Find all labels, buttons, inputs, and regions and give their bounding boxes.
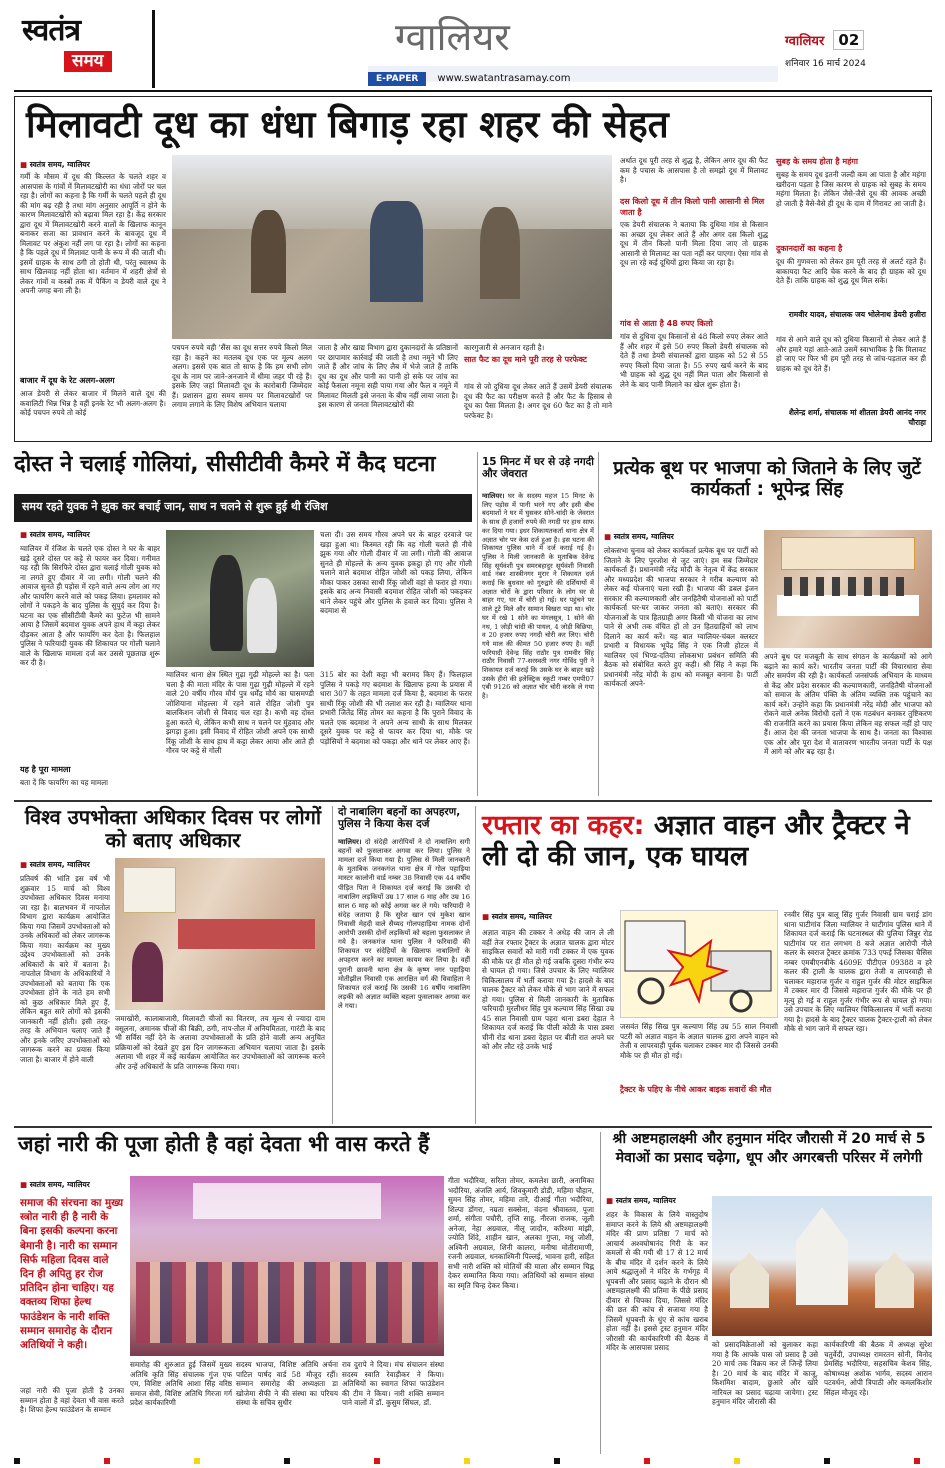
brief1-text: घर के सदस्य महज 15 मिनट के लिए पड़ोस में पानी भरने गए और इसी बीच बदमाशों ने घर में घुसकर सोने-चांदी के जेवरात के साथ ही हजारों रुपये की नगदी पर हाथ साफ कर दिया गया। इधर शिकायतकर्ता थाना क्षेत्र में अज्ञात चोर पर केस दर्ज हुआ है। इस घटना की शिकायत पुलिस थाने में दर्ज कराई गई है। पुलिस ने मिली जानकारी के मुताबिक देवेन्द्र सिंह सूर्यवंशी पुत्र समरबहादुर सूर्यवंशी निवासी वार्ड नंबर शास्त्रीनगर मुरार ने शिकायत दर्ज कराई कि बुधवार को गुरुद्वारे की दर्शियायों में अज्ञात चोरों के द्वारा परिवार के लोग घर से बाहर गए, घर में चोरी हो गई। घर पहुंचने पर ताले टूटे मिले और सामान बिखरा पड़ा था। चोर घर में रखे 1 सोने का मंगलसूत्र, 1 सोने की नथ, 1 जोड़ी चांदी की पायल, 4 जोड़ी बिछिया, व 20 हजार रुपए नगदी चोरी कर लिए। चोरी गये माल की कीमत 50 हजार रुपए है। वहीं फरियादी देवेन्द्र सिंह राठौर पुत्र रामवीर सिंह राठौर निवासी 77-सरस्वती नगर गोविंद पुरी ने शिकायत दर्ज कराई कि उसके घर के बाहर खड़े उसके हीरो की इलेक्ट्रिक स्कूटी नम्बर एमपी07 एबी 9126 को अज्ञात चोर चोरी करके ले गया है। (482, 492, 594, 701)
epaper-label: E-PAPER (368, 72, 426, 86)
page-date: शनिवार 16 मार्च 2024 (785, 58, 866, 69)
brief1-headline: 15 मिनट में घर से उड़े नगदी और जेवरात (482, 456, 594, 481)
page-city: ग्वालियर (785, 34, 825, 49)
story7-headline: श्री अष्टमहालक्ष्मी और हनुमान मंदिर जौरासी में 20 मार्च से 5 मेवाओं का प्रसाद चढ़ेगा, धूप और अगरबत्ती परिसर में लगेगी (612, 1131, 926, 1166)
brief2-headline: दो नाबालिग बहनों का अपहरण, पुलिस ने किया केस दर्ज (338, 806, 461, 831)
lead-byline: ■ स्वतंत्र समय, ग्वालियर (20, 160, 90, 170)
lead-col3: जाता है और खाद्य विभाग द्वारा दुकानदारों के प्रतिष्ठानों पर छापामार कार्रवाई की जाती है तथा नमूने भी लिए जाते हैं और जांच के लिए लैब में भेजे जाते हैं ताकि दूध का दूध और पानी का पानी हो सके पर जांच का कोई फैसला नमूना सही पाया गया और फैल व नमूने में मिलावट मिलती इसे जनता के बीच नहीं लाया जाता है। इस कारण से जनता मिलावटखोरों की (318, 343, 458, 409)
lead-col4: कारगुजारी से अनजान रहती है। (464, 343, 545, 352)
lead-col2: पचपन रुपये वही 'सैंस का दूध सत्तर रुपये किलो मिल रहा है। कहने का मतलब दूध एक पर मूल्य अलग अलग। इससे एक बात तो साफ है कि हम सभी लोग दूध के नाम पर जाने-अनजाने में धीमा जहर पी रहे हैं। इसके लिए जहां मिलावटी दूध के कारोबारी जिम्मेदार हैं। प्रशासन द्वारा समय समय पर मिलावटखोरों पर लगाम लगाने के लिए विशेष अभियान चलाया (172, 343, 312, 409)
story3-col2: अपने बूथ पर मजबूती के साथ संगठन के कार्यक्रमों को आगे बढ़ाने का कार्य करें। भारतीय जनता पार्टी की विचारधारा सेवा और समर्पण की रही है। कार्यकर्ता जनसंपर्क अभियान के माध्यम से केंद्र और प्रदेश सरकार की कल्याणकारी, जनहितैषी योजनाओं को समाज के अंतिम पंक्ति के अंतिम व्यक्ति तक पहुंचाने का कार्य करें। उन्होंने कहा कि प्रधानमंत्री नरेंद्र मोदी और भाजपा को रोकने वाले अनेक विरोधी दलों ने एक गठबंधन बनाकर तुष्टिकरण की राजनीति करने का प्रयास किया लेकिन वह सफल नहीं हो पाए हैं। आज देश की जनता भाजपा के साथ है। जनता का विश्वास एक ओर और पूरा देश में वातावरण भारतीय जनता पार्टी के पक्ष में आगे को और बढ़ रहा है। (764, 652, 932, 756)
logo-top-text: स्वतंत्र (22, 13, 81, 48)
story2-col1b: बता दें कि फायरिंग का यह मामला (20, 778, 108, 787)
story4-headline: विश्व उपभोक्ता अधिकार दिवस पर लोगों को बताए अधिकार (24, 805, 322, 852)
story6-col5: गीता भदौरिया, सरिता तोमर, कमलेश छारी, अनामिका भदौरिया, अंजलि आर्य, शिवकुमारी डोडी, महिमा चौहान, सुमन सिंह तोमर, महिमा तारे, दीआई गीता भदौरिया, शिल्पा डोंगरा, नम्रता सक्सेना, वंदना श्रीवास्तव, पूजा शर्मा, संगीता पचौरी, तृप्ति साहू, नीरजा राजक, जूली अनेजा, नेहा अग्रवाल, नीलू जादौन, करिश्मा मांझी, ज्योति शिंदे, शाहीन खान, अलका गुप्ता, मधु जोशी, अश्विनी अग्रवाल, शिनी कालरा, मनीषा मोतीरामाणी, रजनी अग्रवाल, धनकाश्मिनी पिल्लई, भावना हारी, सहित सभी नारी शक्ति को मोतियों की माला और सम्मान चिह्न देकर सम्मानित किया गया। अतिथियों को सम्मान संस्था का स्मृति चिन्ह देकर किया। (448, 1176, 594, 1290)
story2-sub1: यह है पूरा मामला (20, 765, 71, 774)
lead-sub1: बाजार में दूध के रेट अलग-अलग (20, 376, 115, 385)
story2-col3a: चला दी। उस समय गौरव अपने घर के बाहर दरवाजे पर खड़ा हुआ था। किस्मत रही कि वह गोली चलते ही नीचे झुक गया और गोली दीवार में जा लगी। गोली की आवाज सुनते ही मोहल्ले के अन्य युवक इकट्ठा हो गए और गोली चलाने वाले बदमाश रोहित जोशी को पकड़ लिया, लेकिन मौका पाकर उसका साथी रिंकू जोशी वहां से फरार हो गया। इसके बाद अन्य निवासी बदमाश रोहित जोशी को पकड़कर थाने लेकर पहुंचे और पुलिस के हवाले कर दिया। पुलिस ने बदमाश से (320, 530, 472, 615)
lead-sub4: गांव से आता है 48 रुपए किलो (620, 319, 713, 328)
lead-col4b: गांव से जो दुधिया दूध लेकर आते हैं उसमें डेयरी संचालक दूध की फैट का परीक्षण करते हैं और फैट के हिसाब से दूध का पैसा मिलता है। अगर दूध 60 फैट का है तो माने परफेक्ट है। (464, 382, 612, 420)
story4-photo (115, 858, 325, 1010)
story3-byline: ■ स्वतंत्र समय, ग्वालियर (604, 532, 674, 542)
lead-col5c: गांव से दुधिया दूध किसानों से 48 किलो रुपए लेकर आते हैं और शहर में इसे 50 रुपए किलो डेयरी संचालक को देते हैं तथा डेयरी संचालकों द्वारा ग्राहक को 52 से 55 रुपए किलो दिया जाता है। 55 रुपए खर्च करने के बाद भी ग्राहक को शुद्ध दूध नहीं मिल पाता और किसानों से लेने के बाद पानी मिलाने का खेल शुरू होता है। (620, 332, 768, 389)
story6-col3: सदस्य भाजपा, विशिष्ट अतिथि अर्चना पाटिल पार्षद वार्ड 58 मौजूद रहीं। सम्मान समारोह की अध्यक्षता डा खोजेमा सैफी ने की संस्था का परिचय संस्था के सचिव सुधीर (236, 1360, 338, 1407)
brief2-byline: ग्वालियर। (338, 838, 362, 846)
lead-sub5: सुबह के समय होता है महंगा (776, 157, 858, 166)
lead-col6b: दूध की गुणवत्ता को लेकर हम पूरी तरह से अलर्ट रहते हैं। बाकायदा फैट आदि चेक करने के बाद ही ग्राहक को दूध देते हैं। ताकि ग्राहक को शुद्ध दूध मिल सके। (776, 257, 926, 285)
accident-illustration-svg (621, 911, 779, 1019)
page-info (785, 30, 930, 80)
story5-col1: अज्ञात वाहन की टक्कर ने अधेड़ की जान ले ली वहीं तेज रफ्तार ट्रैक्टर के अज्ञात चालक द्वारा मोटर साइकिल सवारों को मारी गयी टक्कर में एक युवक की मौके पर ही मौत हो गई जबकि दूसरा गंभीर रूप से घायल हो गया। जिसे उपचार के लिए ग्वालियर चिकित्सालय में भर्ती कराया गया है। हादसे के बाद चालक ट्रैक्टर को लेकर मौके से भाग जाने में सफल हो गया। पुलिस से मिली जानकारी के मुताबिक फरियादी मुरलीधर सिंह पुत्र कल्याण सिंह सिखा उम्र 45 साल निवासी ग्राम पहरा थाना डबरा देहात ने शिकायत दर्ज कराई कि पीली कोठी के पास डबरा चीनी रोड थाना डबरा देहात पर बीती रात अपने घर को और लौट रहे उनके भाई (482, 928, 614, 1051)
site-url[interactable]: www.swatantrasamay.com (437, 73, 571, 84)
lead-quote1: रामवीर यादव, संचालक जय भोलेनाथ डेयरी हजीरा (788, 310, 926, 319)
story5-col3: रनवीर सिंह पुत्र बालू सिंह गुर्जर निवासी ग्राम चराई डांग थाना घाटीगांव जिला ग्वालियर ने घाटीगांव पुलिस थाने में शिकायत दर्ज कराई कि घटनास्थल की पुलिया जिन्नुर रोड घाटीगांव पर रात लगभग 8 बजे अज्ञात आरोपी नीले कलर के स्वराज ट्रैक्टर क्रमांक 733 एफई जिसका चैसिस नम्बर एमबीएनबीके 4609E पीटीएल 09388 व हरे कलर की ट्राली के चालक द्वारा तेजी व लापरवाही से चलाकर महाराज गुर्जर व राहुल गुर्जर की मोटर साइकिल में टक्कर मार दी जिससे महाराज गुर्जर की मौके पर ही मृत्यु हो गई व राहुल गुर्जर गंभीर रूप से घायल हो गया। उसे उपचार के लिए ग्वालियर चिकित्सालय में भर्ती कराया गया है। हादसे के बाद ट्रैक्टर चालक ट्रैक्टर-ट्राली को लेकर मौके से भाग जाने में सफल रहा। (784, 910, 932, 1033)
story2-col2: ग्वालियर थाना क्षेत्र स्थित गुढ़ा गुढ़ी मोहल्ले का है। पता चला है की माता मंदिर के पास गुढ़ा गुढ़ी मोहल्ले में रहने वाले 20 वर्षीय गौरव मौर्य पुत्र धर्मेंद्र मौर्य का घासमण्डी जोशियाना मोहल्ला में रहने वाले रोहित जोशी पुत्र बालकिशन जोशी से विवाद चल रहा है। कभी वह दोस्त हुआ करते थे, लेकिन कभी साथ न चलने पर मुंहवाद और झगड़ा हुआ। इसी विवाद में रोहित जोशी अपने एक साथी रिंकू जोशी के साथ हाथ में कट्टा लेकर आया और आते ही गौरव पर कट्टे से गोली (166, 670, 314, 755)
story3-meeting-photo (764, 530, 932, 648)
story4-col1: प्रतिवर्ष की भांति इस वर्ष भी शुक्रवार 15 मार्च को विश्व उपभोक्ता अधिकार दिवस मनाया जा रहा है। बालभवन में नापतोल विभाग द्वारा कार्यक्रम आयोजित किया गया जिसमें उपभोक्ताओं को उनके अधिकारों को लेकर जागरूक किया गया। कार्यक्रम का मुख्य उद्देश्य उपभोक्ताओं को उनके अधिकारों के बारे में बताना है। नापतोल विभाग के अधिकारियों ने उपभोक्ताओं को बताया कि एक उपभोक्ता होने के नाते हम सभी को कुछ अधिकार मिले हुए हैं, लेकिन बहुत सारे लोगों को इसकी जानकारी नहीं होती। इसी तरह-तरह के अभियान चलाए जाते हैं और इनके जरिए उपभोक्ताओं को जागरूक करने का प्रयास किया जाता है। बाजार में होने वाली (20, 874, 110, 1064)
story6-headline: जहां नारी की पूजा होती है वहां देवता भी वास करते हैं (18, 1132, 430, 1156)
story7-byline: ■ स्वतंत्र समय, ग्वालियर (606, 1196, 676, 1206)
story2-col1: ग्वालियर में रंजिश के चलते एक दोस्त ने घर के बाहर खड़े दूसरे दोस्त पर कट्टे से फायर कर दिया। गनीमत यह रही कि सिरफिरे दोस्त द्वारा चलाई गोली युवक को ना लगते हुए दीवार में जा लगी। गोली चलने की आवाज सुनते ही पड़ोस में रहने वाले अन्य लोग आ गए और फायरिंग करने वाले को पकड़ लिया। हमलावर को लोगों ने पकड़ने के बाद पुलिस के सुपुर्द कर दिया है। घटना का एक सीसीटीवी कैमरे का फुटेज भी सामने आया है जिसमें बदमाश युवक अपने हाथ में कट्टा लेकर दौड़कर आता है और फायरिंग कर देता है। फिलहाल पुलिस ने फरियादी युवक की शिकायत पर गोली चलाने वाले के खिलाफ मामला दर्ज कर उससे पूछताछ शुरू कर दी है। (20, 544, 160, 667)
brief2-body (338, 838, 470, 1122)
story6-col4: राव दुरापे ने दिया। मंच संचालन संस्था सदस्य स्वाति रेवाड़ीकर ने किया। अतिथियों का स्वागत शिफा फाउंडेशन की टीम ने किया। नारी शक्ति सम्मान पाने वालों में डॉ. कुसुम सिंघल, डॉ. (342, 1360, 444, 1407)
brief1-rule-right (598, 452, 599, 796)
story2-deck: समय रहते युवक ने झुक कर बचाई जान, साथ न चलने से शुरू हुई थी रंजिश (22, 500, 328, 513)
brief2-rule (475, 806, 476, 1124)
row2-rule (14, 800, 932, 802)
story5-sub1: ट्रैक्टर के पहिए के नीचे आकर बाइक सवारों की मौत (620, 1085, 772, 1094)
story3-headline: प्रत्येक बूथ पर भाजपा को जिताने के लिए जुटें कार्यकर्ता : भूपेन्द्र सिंह (613, 458, 921, 501)
story5-headline-red: रफ्तार का कहर: (482, 810, 645, 841)
story4-col2: जमाखोरी, कालाबाजारी, मिलावटी चीजों का वितरण, तय मूल्य से ज्यादा दाम वसूलना, अमानक चीजों की बिक्री, ठगी, नाप-तौल में अनियमितता, गारंटी के बाद भी सर्विस नहीं देने के अलावा उपभोक्ताओं के प्रति होने वाली अन्य अनुचित प्रक्रियाओं को देखते हुए इस दिन जागरूकता अभियान चलाया जाता है। इसके अलावा भी शहर में कई कार्यक्रम आयोजित कर उपभोक्ताओं को जागरूक करने और उन्हें अधिकारों के प्रति जागरूक किया गया। (115, 1014, 325, 1071)
story4-byline: ■ स्वतंत्र समय, ग्वालियर (20, 860, 90, 870)
edition-title: ग्वालियर (395, 15, 510, 59)
story7-col2: को प्रसादविक्रेताओं को बुलाकर कहा गया है कि आपके पास जो प्रसाद है उसे 20 मार्च तक विक्रय कर लें जिन्हें लिया है। 20 मार्च के बाद मंदिर में काजू, किशमिश बादाम, छुआरे और खोरे नारियल का प्रसाद चढ़ाया जायेगा। ट्रस्ट हनुमान मंदिर जौरासी की (712, 1340, 818, 1406)
story2-col3b: 315 बोर का देशी कट्टा भी बरामद किए हैं। फिलहाल पुलिस ने पकड़े गए बदमाश के खिलाफ हत्या के प्रयास में धारा 307 के तहत मामला दर्ज किया है, बदमाश के फरार साथी रिंकू जोशी की भी तलाश कर रही है। ग्वालियर थाना प्रभारी जितेंद्र सिंह तोमर का कहना है कि पुराने विवाद के चलते एक बदमाश ने अपने अन्य साथी के साथ मिलकर दूसरे युवक पर कट्टे से फायर कर दिया था, मौके पर पड़ोसियों ने बदमाश को पकड़ा और थाने पर लेकर आए हैं। (320, 670, 472, 746)
lead-col1b: आज डेयरी से लेकर बाजार में मिलने वाले दूध की कवालिटी भिन्न भिन्न है वहीं इनके रेट भी अलग-अलग है। कोई पचपन रुपये तो कोई (20, 389, 166, 417)
lead-col5b: एक डेयरी संचालक ने बताया कि दुधिया गांव से किसान का अच्छा दूध लेकर आते हैं और अगर दस किलो शुद्ध दूध में तीन किलो पानी मिला दिया जाए तो ग्राहक आसानी से मिलावट का पता नहीं कर पाएगा। ऐसा गांव से दूध ला रहे कई दूधियों द्वारा किया जा रहा है। (620, 220, 768, 267)
masthead-rule (14, 90, 932, 92)
epaper-bar[interactable] (368, 66, 778, 82)
story6-col1: जहां नारी की पूजा होती है उनका सम्मान होता है वहां देवता भी वास करते है। शिफा हेल्थ फाउंडेशन के सम्मान (20, 1386, 124, 1414)
story2-headline: दोस्त ने चलाई गोलियां, सीसीटीवी कैमरे में कैद घटना (14, 452, 436, 477)
brief1-body (482, 492, 594, 794)
page-number: 02 (833, 30, 864, 50)
story3-col1: लोकसभा चुनाव को लेकर कार्यकर्ता प्रत्येक बूथ पर पार्टी को जिताने के लिए पुरजोश से जुट जाएं। हम सब जिम्मेदार कार्यकर्ता हैं। प्रधानमंत्री नरेंद्र मोदी के नेतृत्व में केंद्र सरकार और मध्यप्रदेश की भाजपा सरकार ने गरीब कल्याण को लेकर कई योजनाएं चला रखी हैं। भाजपा की डबल इंजन सरकार की कल्याणकारी और जनहितैषी योजनाओं को पार्टी कार्यकर्ता घर-घर जाकर जनता को बताएं। सरकार की योजनाओं के पात्र हितग्राही अगर किसी भी योजना का लाभ पाने से अभी तक वंचित हों तो उन हितग्राहियों को लाभ दिलाने का कार्य करें। यह बात ग्वालियर-चंबल क्लस्टर प्रभारी व विधायक भूपेंद्र सिंह ने एक निजी होटल में ग्वालियर एवं भिण्ड-दतिया लोकसभा प्रबंधन समिति की बैठक को संबोधित करते हुए कही। श्री सिंह ने कहा कि प्रधानमंत्री नरेंद्र मोदी के हाथ को मजबूत बनाना है। पार्टी कार्यकर्ता अपने- (604, 546, 758, 688)
lead-col6: सुबह के समय दूध इतनी जल्दी कम आ पाता है और महंगा खरीदना पड़ता है जिस कारण से ग्राहक को सुबह के समय महंगा मिलता है। लेकिन जैसे-जैसे दूध की आवक अच्छी हो जाती है वैसे-वैसे ही दूध के दाम में गिरावट आ जाती है। (776, 170, 926, 208)
story6-rule (600, 1132, 601, 1454)
brief1-rule (477, 452, 478, 796)
story5-headline-black: अज्ञात वाहन और ट्रैक्टर ने ली दो की जान, एक घायल (482, 810, 910, 873)
brief1-byline: ग्वालियर। (482, 492, 505, 500)
story5-headline (482, 810, 932, 872)
story5-col2: जसवंत सिंह सिख पुत्र कल्याण सिंह उम्र 55 साल निवासी पटरी को अज्ञात वाहन के अज्ञात चालक द्वारा अपने वाहन को तेजी व लापरवाही पूर्वक चलाकर टक्कर मार दी जिससे उनकी मौके पर ही मौत हो गई। (620, 1022, 778, 1060)
lead-col6c: गांव से आने वाले दूध को दुधिया किसानों से लेकर आते हैं और हमारे यहां आते-आते उसमें स्वाभाविक है कि मिलावट हो जाए पर फिर भी हम पूरी तरह से जांच-पड़ताल कर ही ग्राहक को दूध देते हैं। (776, 335, 926, 373)
story2-cctv-photo (166, 530, 314, 667)
story7-col1: शहर के विकास के लिये वास्तुदोष समाप्त करने के लिये श्री अष्टमहालक्ष्मी मंदिर की प्राण प्रतिष्ठा 7 मार्च को आचार्य अश्वघोषानंद गिरी के कर कमलों से की गयी थी 17 से 12 मार्च के बीच मंदिर में दर्शन करने के लिये आये श्रद्धालुओं ने मंदिर के गर्भगृह में धूपबत्ती और प्रसाद चढ़ाने के दौरान श्री अष्टमहालक्ष्मी की प्रतिमा के पीछे प्रसाद दीवार से चिपका दिया, जिससे मंदिर की छत की कांच से सजाया गया है जिसमें धूपबत्ती के धुंए से कांच खराब होता नहीं है। इससे ट्रस्ट हनुमान मंदिर जौरासी की कार्यकारिणी की बैठक में मंदिर के आसपास प्रसाद (606, 1210, 708, 1352)
lead-photo (172, 155, 612, 339)
story7-col3: कार्यकारिणी की बैठक में अध्यक्ष सुरेश चतुर्वेदी, उपाध्यक्ष रामरतन सोनी, विनोद प्रेमसिंह भदौरिया, सहसचिव केशव सिंह, कोषाध्यक्ष अशोक भार्गव, सदस्य आरान पटवर्धन, ओपी त्रिपाठी और कमलकिशोर सिंहल मौजूद रहे। (824, 1340, 932, 1397)
story2-deck-bar (14, 494, 472, 522)
masthead-divider (152, 10, 155, 88)
lead-sub3: दस किलो दूध में तीन किलो पानी आसानी से मिल जाता है (620, 197, 765, 217)
lead-sub6: दुकानदारों का कहना है (776, 244, 843, 253)
story6-col2: समारोह की शुरुआत हुई जिसमें मुख्य अतिथि कृति सिंह संचालक गुंज एफ एम, विशिष्ट अतिथि आशा सिंह वरिष्ठ समाज सेवी, विशिष्ट अतिथि गिरजा गर्ग प्रदेश कार्यकारिणी (130, 1360, 232, 1407)
lead-sub2: सात फैट का दूध माने पूरी तरह से परफेक्ट (464, 355, 587, 364)
story7-temple-photo (712, 1196, 932, 1336)
story6-byline: ■ स्वतंत्र समय, ग्वालियर (20, 1180, 90, 1190)
story6-photo (130, 1176, 444, 1356)
brief2-text: दो संदेही आरोपियों ने दो नाबालिग सगी बहनों को फुसलाकर अगवा कर लिया। पुलिस ने मामला दर्ज किया गया है। पुलिस से मिली जानकारी के मुताबिक जनकगंज थाना क्षेत्र में गोल पहाड़िया मास्टर कालोनी वार्ड नम्बर 38 निवासी एक 44 वर्षीय पीड़ित पिता ने शिकायत दर्ज कराई कि उसकी दो नाबालिग लड़कियों उम्र 17 साल 6 माह और उम्र 16 साल 6 माह को कोई अगवा कर ले गये। फरियादी ने संदेह जताया है कि सुरेश खान एवं मुकेश खान निवासी मेहदी वाले सैय्यद गोलपहाड़िया नामक दोनों आरोपी उसकी दोनों लड़कियों को बहला फुसलाकर ले गये है। जनकगंज थाना पुलिस ने फरियादी की शिकायत पर संदेहियों के खिलाफ नाबालिगों के अपहरण करने का मामला कायम कर लिया है। वहीं पुरानी छावनी थाना क्षेत्र के कृष्ण नगर पहाड़िया मोतीझील निवासी एक आरक्षित वर्ग की विवाहिता ने शिकायत दर्ज कराई कि उसकी 16 वर्षीय नाबालिग लड़की को अज्ञात व्यक्ति बहला फुसलाकर अगवा कर ले गया। (338, 838, 470, 1010)
masthead-logo[interactable] (22, 14, 132, 80)
lead-quote2: शैलेन्द्र शर्मा, संचालक मां शीतला डेयरी आनंद नगर चौराहा (788, 408, 926, 427)
logo-bottom-text: समय (64, 51, 112, 73)
story2-byline: ■ स्वतंत्र समय, ग्वालियर (20, 530, 90, 540)
lead-col1: गर्मी के मौसम में दूध की किल्लत के चलते शहर व आसपास के गांवों में मिलावटखोरी का धंधा जोरों पर चल रहा है। लोगों का कहना है कि गर्मी के चलते पहले ही दूध की मांग बढ़ रही है तथा मांग अनुसार आपूर्ति न होने के कारण मिलावटखोरी को बढ़ावा मिल रहा है। केंद्र सरकार द्वारा दूध में मिलावटखोरी करने वालों के खिलाफ कानून बनाकर सजा का प्रावधान करने के बावजूद दूध में मिलावट पर अंकुश नहीं लग पा रहा है। लोगों का कहना है कि पहले दूध में मिलावट पानी के रूप में की जाती थी। इसमें ग्राहक के साथ ठगी तो होती थी, परंतु स्वास्थ्य के साथ खिलवाड़ नहीं होता था। वर्तमान में शहरी क्षेत्रों से लेकर गांवों व कस्बों तक में पैकिंग व डेयरी वाले दूध ने अपनी जगह बना ली है। (20, 172, 166, 295)
story5-illustration (620, 910, 778, 1018)
story6-pullquote: समाज की संरचना का मुख्य स्त्रोत नारी ही है नारी के बिना इसकी कल्पना करना बेमानी है। नारी का सम्मान सिर्फ महिला दिवस वाले दिन ही अपितु हर रोज प्रतिदिन होना चाहिए। यह वक्तव्य शिफा हेल्थ फाउंडेशन के नारी शक्ति सम्मान समारोह के दौरान अतिथियों ने कही। (20, 1197, 124, 1352)
lead-headline: मिलावटी दूध का धंधा बिगाड़ रहा शहर की सेहत (26, 103, 669, 146)
color-registration-strip (14, 1458, 932, 1464)
story4-rule (332, 806, 333, 1124)
lead-col5: अर्थात दूध पूरी तरह से शुद्ध है, लेकिन अगर दूध की फैट कम है पचास के आसपास है तो समझो दूध में मिलावट है। (620, 156, 768, 184)
row3-rule (14, 1126, 932, 1128)
story5-byline: ■ स्वतंत्र समय, ग्वालियर (482, 912, 552, 922)
